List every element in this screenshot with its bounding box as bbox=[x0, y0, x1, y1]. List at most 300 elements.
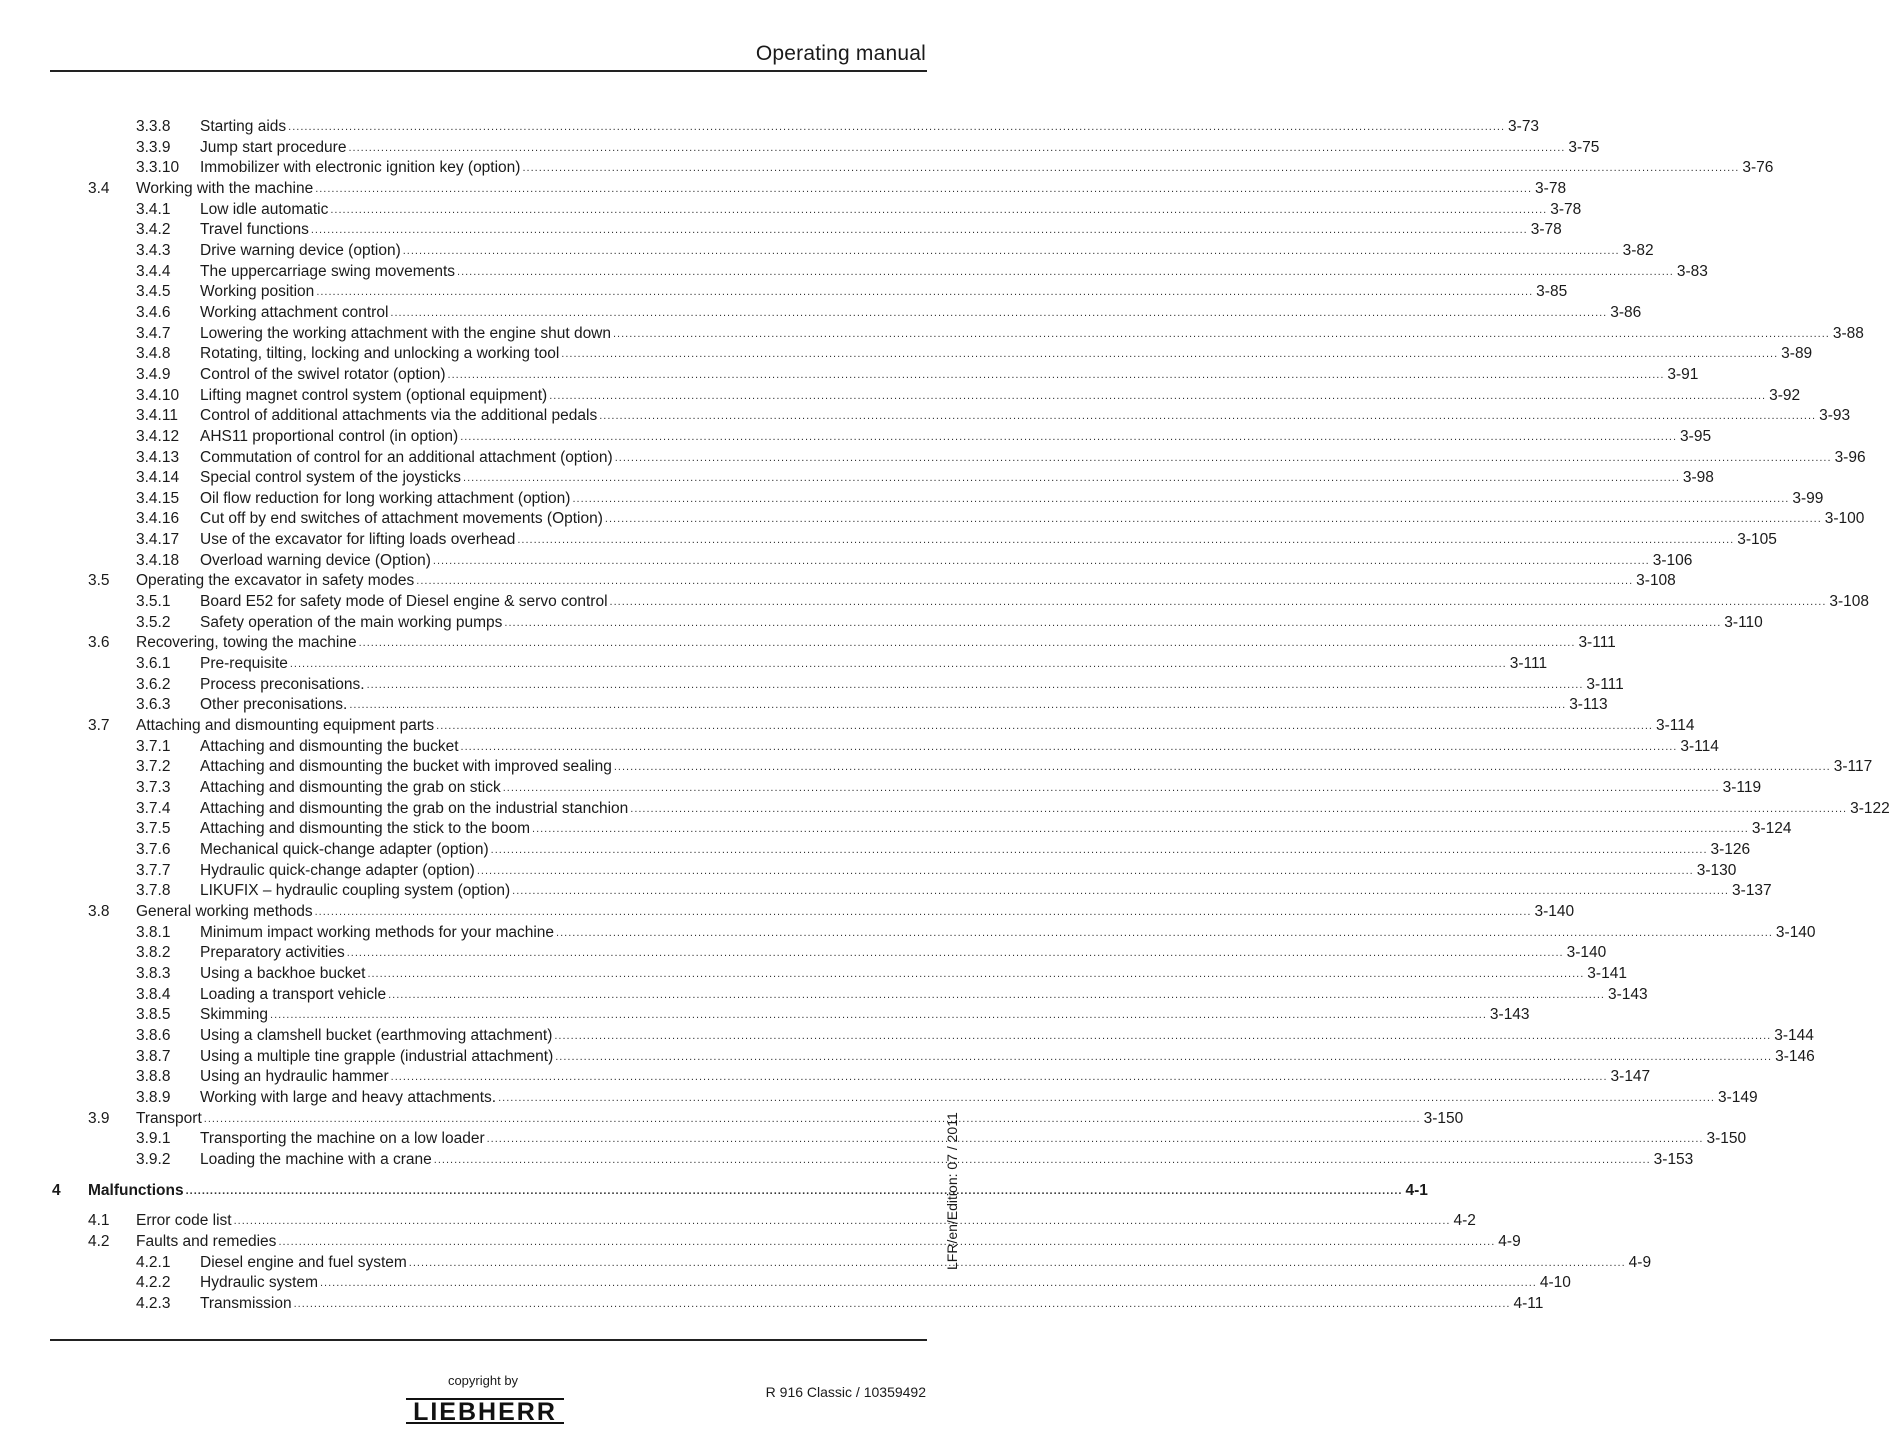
toc-entry-number: 3.7.6 bbox=[136, 840, 171, 858]
toc-entry[interactable] bbox=[0, 799, 1890, 820]
toc-entry[interactable] bbox=[0, 427, 1712, 448]
toc-entry-title: Using a multiple tine grapple (industrial attachment) bbox=[200, 1047, 554, 1065]
toc-entry-page: 3-78 bbox=[1550, 200, 1582, 218]
toc-entry[interactable] bbox=[0, 1026, 1814, 1047]
toc-entry-line bbox=[200, 282, 1568, 303]
toc-entry-title: Overload warning device (Option) bbox=[200, 551, 431, 569]
toc-entry-title: AHS11 proportional control (in option) bbox=[200, 427, 459, 445]
toc-entry-page: 3-111 bbox=[1586, 675, 1624, 693]
toc-entry-page: 3-96 bbox=[1834, 448, 1866, 466]
toc-entry-page: 3-89 bbox=[1781, 345, 1813, 363]
toc-entry-number: 3.7.8 bbox=[136, 882, 171, 900]
toc-entry-title: Attaching and dismounting the grab on stick bbox=[200, 779, 501, 796]
toc-entry[interactable] bbox=[0, 551, 1693, 572]
toc-entry-number: 3.8.8 bbox=[136, 1068, 171, 1086]
toc-entry-number: 3.6 bbox=[88, 634, 110, 652]
toc-entry[interactable] bbox=[0, 448, 1866, 469]
toc-leader-dots: ............................................................................................................................................................................................................................................................................................................ bbox=[522, 162, 1740, 175]
toc-entry-title: Mechanical quick-change adapter (option) bbox=[200, 840, 489, 858]
toc-entry-page: 3-122 bbox=[1850, 799, 1890, 817]
toc-entry-number: 3.4.10 bbox=[136, 386, 180, 404]
toc-entry-line bbox=[200, 943, 1607, 964]
toc-entry[interactable] bbox=[0, 757, 1873, 778]
toc-leader-dots: ............................................................................................................................................................................................................................................................................................................ bbox=[388, 988, 1605, 1001]
toc-entry-title: Attaching and dismounting the stick to the boom bbox=[200, 820, 531, 838]
table-of-contents bbox=[0, 117, 1890, 1315]
toc-entry-line bbox=[200, 117, 1540, 138]
toc-entry-page: 3-111 bbox=[1578, 634, 1616, 652]
toc-entry-title: Error code list bbox=[136, 1212, 232, 1230]
toc-entry-number: 3.9 bbox=[88, 1109, 110, 1127]
toc-entry[interactable] bbox=[0, 262, 1708, 283]
toc-entry-number: 3.4.14 bbox=[136, 469, 180, 487]
toc-entry-title: Lowering the working attachment with the engine shut down bbox=[200, 324, 611, 342]
toc-leader-dots: ............................................................................................................................................................................................................................................................................................................ bbox=[433, 1153, 1651, 1166]
edition-label: LFR/en/Edition: 07 / 2011 bbox=[944, 1112, 960, 1270]
toc-entry-title: The uppercarriage swing movements bbox=[200, 262, 456, 280]
toc-entry-title: Working with large and heavy attachments. bbox=[200, 1088, 497, 1106]
toc-entry-line bbox=[200, 1067, 1651, 1088]
toc-entry-title: Use of the excavator for lifting loads overhead bbox=[200, 531, 516, 549]
toc-entry-line bbox=[136, 716, 1695, 737]
toc-leader-dots: ............................................................................................................................................................................................................................................................................................................ bbox=[316, 286, 1534, 299]
toc-leader-dots: ............................................................................................................................................................................................................................................................................................................ bbox=[315, 182, 1533, 195]
toc-entry-title: Recovering, towing the machine bbox=[136, 634, 357, 652]
toc-entry-line bbox=[200, 1273, 1571, 1294]
toc-entry-title: Using an hydraulic hammer bbox=[200, 1068, 389, 1086]
toc-entry[interactable] bbox=[0, 406, 1851, 427]
toc-entry[interactable] bbox=[0, 902, 1575, 923]
toc-leader-dots: ............................................................................................................................................................................................................................................................................................................ bbox=[599, 410, 1817, 423]
toc-entry[interactable] bbox=[0, 943, 1607, 964]
toc-entry-number: 3.6.3 bbox=[136, 696, 171, 714]
toc-entry-title: Pre-requisite bbox=[200, 655, 288, 673]
toc-entry-title: Control of the swivel rotator (option) bbox=[200, 365, 446, 383]
toc-entry-page: 3-150 bbox=[1706, 1130, 1747, 1148]
toc-entry-line bbox=[200, 799, 1890, 820]
toc-entry-page: 3-91 bbox=[1667, 365, 1699, 383]
toc-entry-line bbox=[200, 675, 1624, 696]
toc-leader-dots: ............................................................................................................................................................................................................................................................................................................ bbox=[613, 327, 1830, 340]
toc-entry-title: Preparatory activities bbox=[200, 944, 345, 962]
toc-entry-number: 3.4.1 bbox=[136, 200, 171, 218]
toc-entry[interactable] bbox=[0, 1088, 1758, 1109]
toc-leader-dots: ............................................................................................................................................................................................................................................................................................................ bbox=[278, 1236, 1496, 1249]
toc-entry[interactable] bbox=[0, 675, 1624, 696]
toc-entry-line bbox=[136, 1109, 1464, 1130]
toc-entry-line bbox=[200, 406, 1851, 427]
toc-leader-dots: ............................................................................................................................................................................................................................................................................................................ bbox=[314, 905, 1532, 918]
toc-entry-number: 4.2 bbox=[88, 1233, 110, 1251]
toc-entry-number: 3.9.2 bbox=[136, 1150, 171, 1168]
toc-leader-dots: ............................................................................................................................................................................................................................................................................................................ bbox=[432, 554, 1650, 567]
toc-entry-number: 3.4.16 bbox=[136, 510, 180, 528]
toc-entry[interactable] bbox=[0, 282, 1568, 303]
toc-entry-line bbox=[136, 633, 1616, 654]
toc-entry-line bbox=[200, 923, 1816, 944]
toc-entry-page: 3-119 bbox=[1722, 779, 1762, 796]
toc-entry-title: Working position bbox=[200, 283, 315, 301]
toc-leader-dots: ............................................................................................................................................................................................................................................................................................................ bbox=[366, 678, 1584, 691]
toc-entry-number: 3.8 bbox=[88, 902, 110, 920]
toc-entry-line bbox=[200, 158, 1774, 179]
toc-entry[interactable] bbox=[0, 1109, 1464, 1130]
toc-entry-page: 3-86 bbox=[1610, 303, 1642, 321]
toc-leader-dots: ............................................................................................................................................................................................................................................................................................................ bbox=[358, 637, 1576, 650]
toc-entry-number: 3.3.8 bbox=[136, 118, 171, 135]
toc-entry-page: 3-82 bbox=[1622, 241, 1654, 259]
toc-entry-line bbox=[200, 1026, 1814, 1047]
toc-leader-dots: ............................................................................................................................................................................................................................................................................................................ bbox=[348, 141, 1566, 154]
toc-entry-page: 3-108 bbox=[1829, 593, 1870, 611]
toc-entry-title: Attaching and dismounting the bucket bbox=[200, 737, 459, 755]
toc-leader-dots: ............................................................................................................................................................................................................................................................................................................ bbox=[293, 1298, 1511, 1311]
toc-entry-title: Special control system of the joysticks bbox=[200, 469, 462, 487]
toc-leader-dots: ............................................................................................................................................................................................................................................................................................................ bbox=[457, 265, 1674, 278]
toc-entry-title: General working methods bbox=[136, 902, 313, 920]
toc-entry-line bbox=[88, 1180, 1428, 1202]
toc-leader-dots: ............................................................................................................................................................................................................................................................................................................ bbox=[203, 1112, 1421, 1125]
toc-entry-number: 4 bbox=[52, 1182, 61, 1200]
toc-leader-dots: ............................................................................................................................................................................................................................................................................................................ bbox=[447, 368, 1665, 381]
toc-entry-page: 4-11 bbox=[1513, 1295, 1544, 1313]
toc-entry-line bbox=[200, 592, 1870, 613]
toc-leader-dots: ............................................................................................................................................................................................................................................................................................................ bbox=[289, 658, 1507, 671]
toc-entry-line bbox=[200, 509, 1865, 530]
toc-leader-dots: ............................................................................................................................................................................................................................................................................................................ bbox=[463, 472, 1680, 485]
toc-entry-page: 3-153 bbox=[1653, 1150, 1694, 1168]
toc-leader-dots: ............................................................................................................................................................................................................................................................................................................ bbox=[185, 1185, 1403, 1198]
toc-entry-title: Cut off by end switches of attachment movements (Option) bbox=[200, 510, 603, 528]
toc-entry-line bbox=[136, 179, 1567, 200]
toc-entry-line bbox=[200, 840, 1751, 861]
toc-entry-page: 3-130 bbox=[1696, 861, 1737, 879]
toc-entry-page: 3-85 bbox=[1536, 283, 1568, 301]
toc-entry-line bbox=[200, 220, 1562, 241]
toc-entry[interactable] bbox=[0, 1150, 1694, 1171]
toc-leader-dots: ............................................................................................................................................................................................................................................................................................................ bbox=[512, 885, 1729, 898]
toc-leader-dots: ............................................................................................................................................................................................................................................................................................................ bbox=[556, 926, 1773, 939]
toc-entry-line bbox=[200, 200, 1582, 221]
toc-entry[interactable] bbox=[0, 241, 1654, 262]
toc-entry-title: Rotating, tilting, locking and unlocking a working tool bbox=[200, 345, 560, 363]
toc-entry-page: 4-2 bbox=[1453, 1212, 1476, 1230]
toc-entry[interactable] bbox=[0, 1180, 1428, 1202]
toc-entry-number: 3.4.13 bbox=[136, 448, 180, 466]
logo-text: LIEBHERR bbox=[413, 1398, 557, 1426]
toc-entry[interactable] bbox=[0, 365, 1699, 386]
toc-entry-title: Loading a transport vehicle bbox=[200, 985, 387, 1003]
toc-entry[interactable] bbox=[0, 1005, 1530, 1026]
toc-leader-dots: ............................................................................................................................................................................................................................................................................................................ bbox=[555, 1050, 1773, 1063]
toc-entry-title: Malfunctions bbox=[88, 1182, 184, 1200]
toc-entry[interactable] bbox=[0, 489, 1824, 510]
toc-entry-page: 4-1 bbox=[1405, 1182, 1428, 1200]
toc-entry-line bbox=[136, 902, 1575, 923]
toc-entry-number: 3.6.1 bbox=[136, 655, 171, 673]
toc-entry-title: Transporting the machine on a low loader bbox=[200, 1130, 485, 1148]
toc-entry-number: 3.7.3 bbox=[136, 779, 171, 796]
toc-leader-dots: ............................................................................................................................................................................................................................................................................................................ bbox=[613, 761, 1831, 774]
toc-entry-title: Minimum impact working methods for your machine bbox=[200, 923, 555, 941]
toc-entry[interactable] bbox=[0, 716, 1695, 737]
toc-entry-number: 3.4.9 bbox=[136, 365, 171, 383]
footer-rule bbox=[50, 1339, 927, 1341]
toc-entry-page: 3-78 bbox=[1530, 221, 1562, 239]
toc-entry-line bbox=[200, 427, 1712, 448]
toc-entry[interactable] bbox=[0, 158, 1774, 179]
toc-entry[interactable] bbox=[0, 1253, 1652, 1274]
toc-entry-title: Loading the machine with a crane bbox=[200, 1150, 432, 1168]
toc-entry-line bbox=[200, 819, 1792, 840]
toc-leader-dots: ............................................................................................................................................................................................................................................................................................................ bbox=[549, 389, 1767, 402]
toc-entry-number: 4.2.1 bbox=[136, 1253, 171, 1271]
toc-entry-line bbox=[200, 1005, 1530, 1026]
toc-entry[interactable] bbox=[0, 654, 1548, 675]
toc-leader-dots: ............................................................................................................................................................................................................................................................................................................ bbox=[390, 306, 1608, 319]
toc-entry[interactable] bbox=[0, 985, 1648, 1006]
toc-entry-page: 3-106 bbox=[1652, 551, 1693, 569]
toc-entry-page: 4-10 bbox=[1539, 1274, 1571, 1292]
toc-entry-number: 3.4.5 bbox=[136, 283, 171, 301]
toc-leader-dots: ............................................................................................................................................................................................................................................................................................................ bbox=[460, 740, 1678, 753]
toc-leader-dots: ............................................................................................................................................................................................................................................................................................................ bbox=[609, 596, 1827, 609]
toc-leader-dots: ............................................................................................................................................................................................................................................................................................................ bbox=[604, 513, 1822, 526]
toc-entry[interactable] bbox=[0, 138, 1600, 159]
toc-entry-line bbox=[200, 344, 1813, 365]
toc-entry[interactable] bbox=[0, 344, 1813, 365]
toc-entry[interactable] bbox=[0, 179, 1567, 200]
toc-leader-dots: ............................................................................................................................................................................................................................................................................................................ bbox=[502, 782, 1720, 794]
toc-entry[interactable] bbox=[0, 613, 1763, 634]
product-code: R 916 Classic / 10359492 bbox=[765, 1384, 926, 1400]
toc-entry[interactable] bbox=[0, 592, 1870, 613]
toc-entry-page: 3-114 bbox=[1680, 737, 1719, 755]
toc-entry[interactable] bbox=[0, 386, 1801, 407]
toc-entry[interactable] bbox=[0, 819, 1792, 840]
toc-entry-title: Hydraulic system bbox=[200, 1274, 318, 1292]
toc-entry-title: Immobilizer with electronic ignition key (option) bbox=[200, 159, 521, 177]
toc-entry-number: 3.5.2 bbox=[136, 613, 171, 631]
toc-entry-number: 3.8.2 bbox=[136, 944, 171, 962]
toc-entry-title: Operating the excavator in safety modes bbox=[136, 572, 415, 590]
toc-entry-line bbox=[200, 695, 1608, 716]
toc-leader-dots: ............................................................................................................................................................................................................................................................................................................ bbox=[532, 823, 1749, 836]
toc-entry-line bbox=[136, 1211, 1476, 1232]
toc-entry-line bbox=[200, 1047, 1815, 1068]
toc-entry-page: 3-114 bbox=[1656, 717, 1695, 735]
toc-leader-dots: ............................................................................................................................................................................................................................................................................................................ bbox=[390, 1071, 1608, 1084]
toc-entry[interactable] bbox=[0, 1211, 1476, 1232]
toc-entry-line bbox=[200, 1294, 1544, 1315]
toc-entry-line bbox=[200, 530, 1777, 551]
toc-entry[interactable] bbox=[0, 861, 1737, 882]
toc-leader-dots: ............................................................................................................................................................................................................................................................................................................ bbox=[402, 244, 1620, 257]
toc-entry[interactable] bbox=[0, 200, 1582, 221]
toc-entry-line bbox=[200, 1150, 1694, 1171]
toc-entry-page: 3-88 bbox=[1832, 324, 1864, 342]
toc-leader-dots: ............................................................................................................................................................................................................................................................................................................ bbox=[486, 1133, 1704, 1146]
toc-entry-page: 4-9 bbox=[1498, 1233, 1521, 1251]
toc-entry-page: 3-100 bbox=[1824, 510, 1865, 528]
toc-entry-page: 3-149 bbox=[1717, 1088, 1758, 1106]
toc-entry-line bbox=[200, 262, 1708, 283]
toc-entry-title: Hydraulic quick-change adapter (option) bbox=[200, 861, 475, 879]
toc-leader-dots: ............................................................................................................................................................................................................................................................................................................ bbox=[346, 947, 1564, 960]
toc-entry-page: 3-143 bbox=[1489, 1006, 1530, 1024]
toc-entry-page: 3-75 bbox=[1568, 138, 1600, 156]
toc-entry-page: 3-140 bbox=[1775, 923, 1816, 941]
toc-entry-number: 3.4.18 bbox=[136, 551, 180, 569]
toc-entry-number: 4.1 bbox=[88, 1212, 110, 1230]
toc-entry-page: 3-143 bbox=[1607, 985, 1648, 1003]
toc-leader-dots: ............................................................................................................................................................................................................................................................................................................ bbox=[504, 616, 1722, 629]
toc-entry-title: Low idle automatic bbox=[200, 200, 329, 218]
toc-entry-page: 3-99 bbox=[1792, 489, 1824, 507]
toc-entry-number: 3.3.10 bbox=[136, 159, 180, 177]
toc-entry[interactable] bbox=[0, 1273, 1571, 1294]
toc-entry-number: 3.8.6 bbox=[136, 1026, 171, 1044]
toc-entry-line bbox=[200, 468, 1714, 489]
toc-entry-number: 3.4 bbox=[88, 179, 110, 197]
toc-entry[interactable] bbox=[0, 571, 1676, 592]
toc-entry-number: 3.4.8 bbox=[136, 345, 171, 363]
toc-entry-page: 3-73 bbox=[1508, 118, 1540, 135]
toc-entry-number: 3.4.11 bbox=[136, 407, 178, 425]
toc-entry-line bbox=[136, 1232, 1521, 1253]
toc-entry[interactable] bbox=[0, 1294, 1544, 1315]
toc-entry-line bbox=[200, 861, 1737, 882]
toc-entry-line bbox=[200, 551, 1693, 572]
toc-entry-title: Starting aids bbox=[200, 118, 287, 135]
toc-entry[interactable] bbox=[0, 633, 1616, 654]
toc-entry-page: 3-137 bbox=[1732, 882, 1772, 900]
toc-entry[interactable] bbox=[0, 1047, 1815, 1068]
toc-entry[interactable] bbox=[0, 530, 1777, 551]
toc-entry[interactable] bbox=[0, 220, 1562, 241]
toc-entry-title: Control of additional attachments via the additional pedals bbox=[200, 407, 598, 425]
toc-entry-line bbox=[200, 489, 1824, 510]
toc-leader-dots: ............................................................................................................................................................................................................................................................................................................ bbox=[614, 451, 1832, 464]
toc-entry-page: 3-117 bbox=[1833, 758, 1873, 776]
toc-entry-page: 4-9 bbox=[1628, 1253, 1652, 1271]
toc-entry-number: 4.2.3 bbox=[136, 1295, 171, 1313]
toc-leader-dots: ............................................................................................................................................................................................................................................................................................................ bbox=[233, 1215, 1451, 1228]
toc-entry[interactable] bbox=[0, 840, 1751, 861]
toc-entry-line bbox=[200, 964, 1627, 985]
toc-entry[interactable] bbox=[0, 778, 1762, 799]
toc-entry-title: Drive warning device (option) bbox=[200, 241, 401, 259]
toc-entry[interactable] bbox=[0, 1129, 1747, 1150]
toc-entry[interactable] bbox=[0, 964, 1627, 985]
toc-leader-dots: ............................................................................................................................................................................................................................................................................................................ bbox=[517, 534, 1735, 547]
toc-entry-line bbox=[200, 303, 1642, 324]
toc-leader-dots: ............................................................................................................................................................................................................................................................................................................ bbox=[460, 430, 1678, 443]
toc-leader-dots: ............................................................................................................................................................................................................................................................................................................ bbox=[561, 348, 1779, 361]
toc-entry-number: 3.8.1 bbox=[136, 923, 171, 941]
toc-leader-dots: ............................................................................................................................................................................................................................................................................................................ bbox=[490, 843, 1708, 856]
toc-entry-line bbox=[200, 365, 1699, 386]
toc-entry-page: 3-113 bbox=[1569, 696, 1608, 714]
toc-entry[interactable] bbox=[0, 117, 1540, 138]
toc-entry-title: Commutation of control for an additional attachment (option) bbox=[200, 448, 613, 466]
toc-entry-title: Board E52 for safety mode of Diesel engine & servo control bbox=[200, 593, 608, 611]
toc-entry-page: 3-93 bbox=[1819, 407, 1851, 425]
toc-entry-line bbox=[200, 737, 1719, 758]
toc-entry-title: Skimming bbox=[200, 1006, 269, 1024]
toc-entry-page: 3-108 bbox=[1636, 572, 1676, 590]
toc-entry[interactable] bbox=[0, 881, 1772, 902]
page-title: Operating manual bbox=[755, 42, 926, 65]
toc-entry-page: 3-147 bbox=[1610, 1068, 1651, 1086]
toc-entry[interactable] bbox=[0, 923, 1816, 944]
toc-entry-number: 3.4.4 bbox=[136, 262, 171, 280]
toc-entry-line bbox=[200, 448, 1866, 469]
toc-entry-line bbox=[200, 241, 1654, 262]
toc-leader-dots: ............................................................................................................................................................................................................................................................................................................ bbox=[554, 1029, 1772, 1042]
toc-entry-line bbox=[136, 571, 1676, 592]
toc-entry-title: Oil flow reduction for long working attachment (option) bbox=[200, 489, 571, 507]
toc-entry-line bbox=[200, 1253, 1652, 1274]
toc-entry-title: Transmission bbox=[200, 1295, 292, 1313]
toc-entry-number: 3.4.2 bbox=[136, 221, 171, 239]
toc-entry-page: 3-76 bbox=[1742, 159, 1774, 177]
toc-entry-number: 3.4.17 bbox=[136, 531, 180, 549]
toc-leader-dots: ............................................................................................................................................................................................................................................................................................................ bbox=[630, 802, 1848, 815]
toc-entry-page: 3-146 bbox=[1775, 1047, 1815, 1065]
toc-entry-line bbox=[200, 138, 1600, 159]
toc-entry-page: 3-144 bbox=[1774, 1026, 1814, 1044]
toc-leader-dots: ............................................................................................................................................................................................................................................................................................................ bbox=[408, 1256, 1626, 1269]
header-rule bbox=[50, 70, 927, 72]
toc-entry-number: 3.7.1 bbox=[136, 737, 171, 755]
toc-entry[interactable] bbox=[0, 303, 1642, 324]
toc-entry-number: 3.7.4 bbox=[136, 799, 171, 817]
copyright-text: copyright by bbox=[447, 1373, 519, 1388]
toc-entry-number: 3.7.2 bbox=[136, 758, 171, 776]
toc-leader-dots: ............................................................................................................................................................................................................................................................................................................ bbox=[288, 121, 1506, 133]
toc-entry-number: 3.3.9 bbox=[136, 138, 171, 156]
toc-entry[interactable] bbox=[0, 324, 1864, 345]
toc-leader-dots: ............................................................................................................................................................................................................................................................................................................ bbox=[367, 967, 1585, 980]
toc-entry[interactable] bbox=[0, 695, 1608, 716]
toc-entry[interactable] bbox=[0, 468, 1714, 489]
toc-entry[interactable] bbox=[0, 509, 1865, 530]
toc-entry-page: 3-98 bbox=[1682, 469, 1714, 487]
toc-leader-dots: ............................................................................................................................................................................................................................................................................................................ bbox=[320, 1277, 1537, 1290]
toc-entry-title: Lifting magnet control system (optional equipment) bbox=[200, 386, 548, 404]
toc-entry-title: LIKUFIX – hydraulic coupling system (option) bbox=[200, 882, 511, 900]
toc-entry[interactable] bbox=[0, 1067, 1651, 1088]
toc-entry-title: Safety operation of the main working pumps bbox=[200, 613, 503, 631]
toc-entry-line bbox=[200, 1129, 1747, 1150]
toc-entry-page: 3-124 bbox=[1751, 820, 1792, 838]
toc-entry-title: Attaching and dismounting equipment parts bbox=[136, 717, 435, 735]
toc-entry-page: 3-126 bbox=[1710, 840, 1751, 858]
toc-entry-number: 3.6.2 bbox=[136, 675, 171, 693]
toc-entry-title: Working with the machine bbox=[136, 179, 314, 197]
toc-entry-title: Process preconisations. bbox=[200, 675, 365, 693]
toc-entry[interactable] bbox=[0, 1232, 1521, 1253]
toc-entry-page: 3-105 bbox=[1737, 531, 1777, 549]
toc-entry-number: 3.5.1 bbox=[136, 593, 171, 611]
toc-entry-page: 3-141 bbox=[1587, 964, 1627, 982]
toc-entry-title: Jump start procedure bbox=[200, 138, 347, 156]
toc-entry[interactable] bbox=[0, 737, 1719, 758]
toc-entry-number: 3.8.7 bbox=[136, 1047, 171, 1065]
toc-entry-title: Faults and remedies bbox=[136, 1233, 277, 1251]
toc-entry-number: 3.4.15 bbox=[136, 489, 180, 507]
